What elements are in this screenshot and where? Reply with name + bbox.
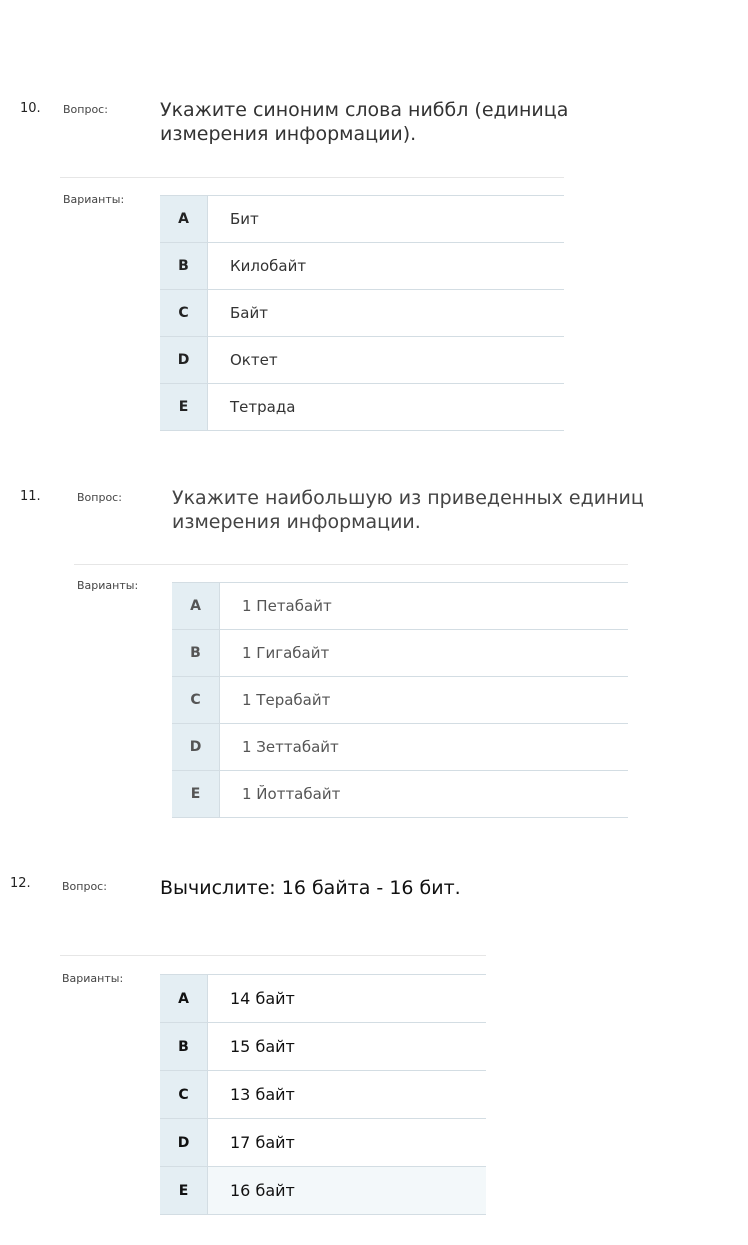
option-c[interactable] bbox=[160, 290, 564, 337]
option-b[interactable] bbox=[172, 630, 628, 677]
options-label: Варианты: bbox=[77, 579, 139, 592]
divider bbox=[60, 177, 564, 178]
option-text: Тетрада bbox=[230, 398, 296, 416]
option-text: 1 Терабайт bbox=[242, 691, 331, 709]
options-label: Варианты: bbox=[63, 193, 125, 206]
option-d[interactable] bbox=[160, 1119, 486, 1167]
question-text-line: измерения информации). bbox=[160, 123, 417, 145]
question-label: Вопрос: bbox=[63, 103, 108, 116]
question-label: Вопрос: bbox=[62, 880, 107, 893]
option-text: Килобайт bbox=[230, 257, 307, 275]
option-text: Бит bbox=[230, 210, 259, 228]
option-text: 1 Йоттабайт bbox=[242, 785, 341, 803]
option-text: 14 байт bbox=[230, 989, 295, 1008]
option-letter: B bbox=[160, 1023, 208, 1070]
question-label: Вопрос: bbox=[77, 491, 122, 504]
option-e[interactable] bbox=[160, 384, 564, 431]
option-letter: E bbox=[172, 771, 220, 817]
option-letter: A bbox=[172, 583, 220, 629]
option-e[interactable] bbox=[172, 771, 628, 818]
option-b[interactable] bbox=[160, 1023, 486, 1071]
question-text-line: измерения информации. bbox=[172, 511, 421, 533]
question-number: 11. bbox=[20, 489, 41, 504]
option-a[interactable] bbox=[160, 196, 564, 243]
option-letter: C bbox=[160, 290, 208, 336]
option-b[interactable] bbox=[160, 243, 564, 290]
question-text bbox=[160, 876, 461, 900]
option-e[interactable] bbox=[160, 1167, 486, 1215]
option-d[interactable] bbox=[172, 724, 628, 771]
option-letter: E bbox=[160, 384, 208, 430]
question-text-line: Вычислите: 16 байта - 16 бит. bbox=[160, 877, 461, 899]
options-table bbox=[172, 582, 628, 818]
question-text bbox=[160, 98, 568, 146]
question-number: 10. bbox=[20, 101, 41, 116]
option-letter: A bbox=[160, 975, 208, 1022]
option-a[interactable] bbox=[172, 583, 628, 630]
option-text: 1 Зеттабайт bbox=[242, 738, 339, 756]
option-letter: A bbox=[160, 196, 208, 242]
option-text: Октет bbox=[230, 351, 278, 369]
options-table bbox=[160, 195, 564, 431]
option-letter: C bbox=[172, 677, 220, 723]
option-d[interactable] bbox=[160, 337, 564, 384]
option-text: 13 байт bbox=[230, 1085, 295, 1104]
option-text: 15 байт bbox=[230, 1037, 295, 1056]
question-text-line: Укажите наибольшую из приведенных единиц bbox=[172, 487, 644, 509]
option-text: Байт bbox=[230, 304, 268, 322]
option-letter: B bbox=[160, 243, 208, 289]
option-letter: D bbox=[160, 1119, 208, 1166]
option-text: 16 байт bbox=[230, 1181, 295, 1200]
question-number: 12. bbox=[10, 876, 31, 891]
option-text: 17 байт bbox=[230, 1133, 295, 1152]
option-a[interactable] bbox=[160, 975, 486, 1023]
option-text: 1 Петабайт bbox=[242, 597, 332, 615]
question-text-line: Укажите синоним слова ниббл (единица bbox=[160, 99, 569, 121]
divider bbox=[60, 955, 486, 956]
question-text bbox=[172, 486, 644, 534]
option-letter: E bbox=[160, 1167, 208, 1214]
option-letter: D bbox=[172, 724, 220, 770]
option-text: 1 Гигабайт bbox=[242, 644, 330, 662]
option-c[interactable] bbox=[172, 677, 628, 724]
option-c[interactable] bbox=[160, 1071, 486, 1119]
options-label: Варианты: bbox=[62, 972, 124, 985]
divider bbox=[74, 564, 628, 565]
option-letter: D bbox=[160, 337, 208, 383]
option-letter: C bbox=[160, 1071, 208, 1118]
options-table bbox=[160, 974, 486, 1215]
option-letter: B bbox=[172, 630, 220, 676]
